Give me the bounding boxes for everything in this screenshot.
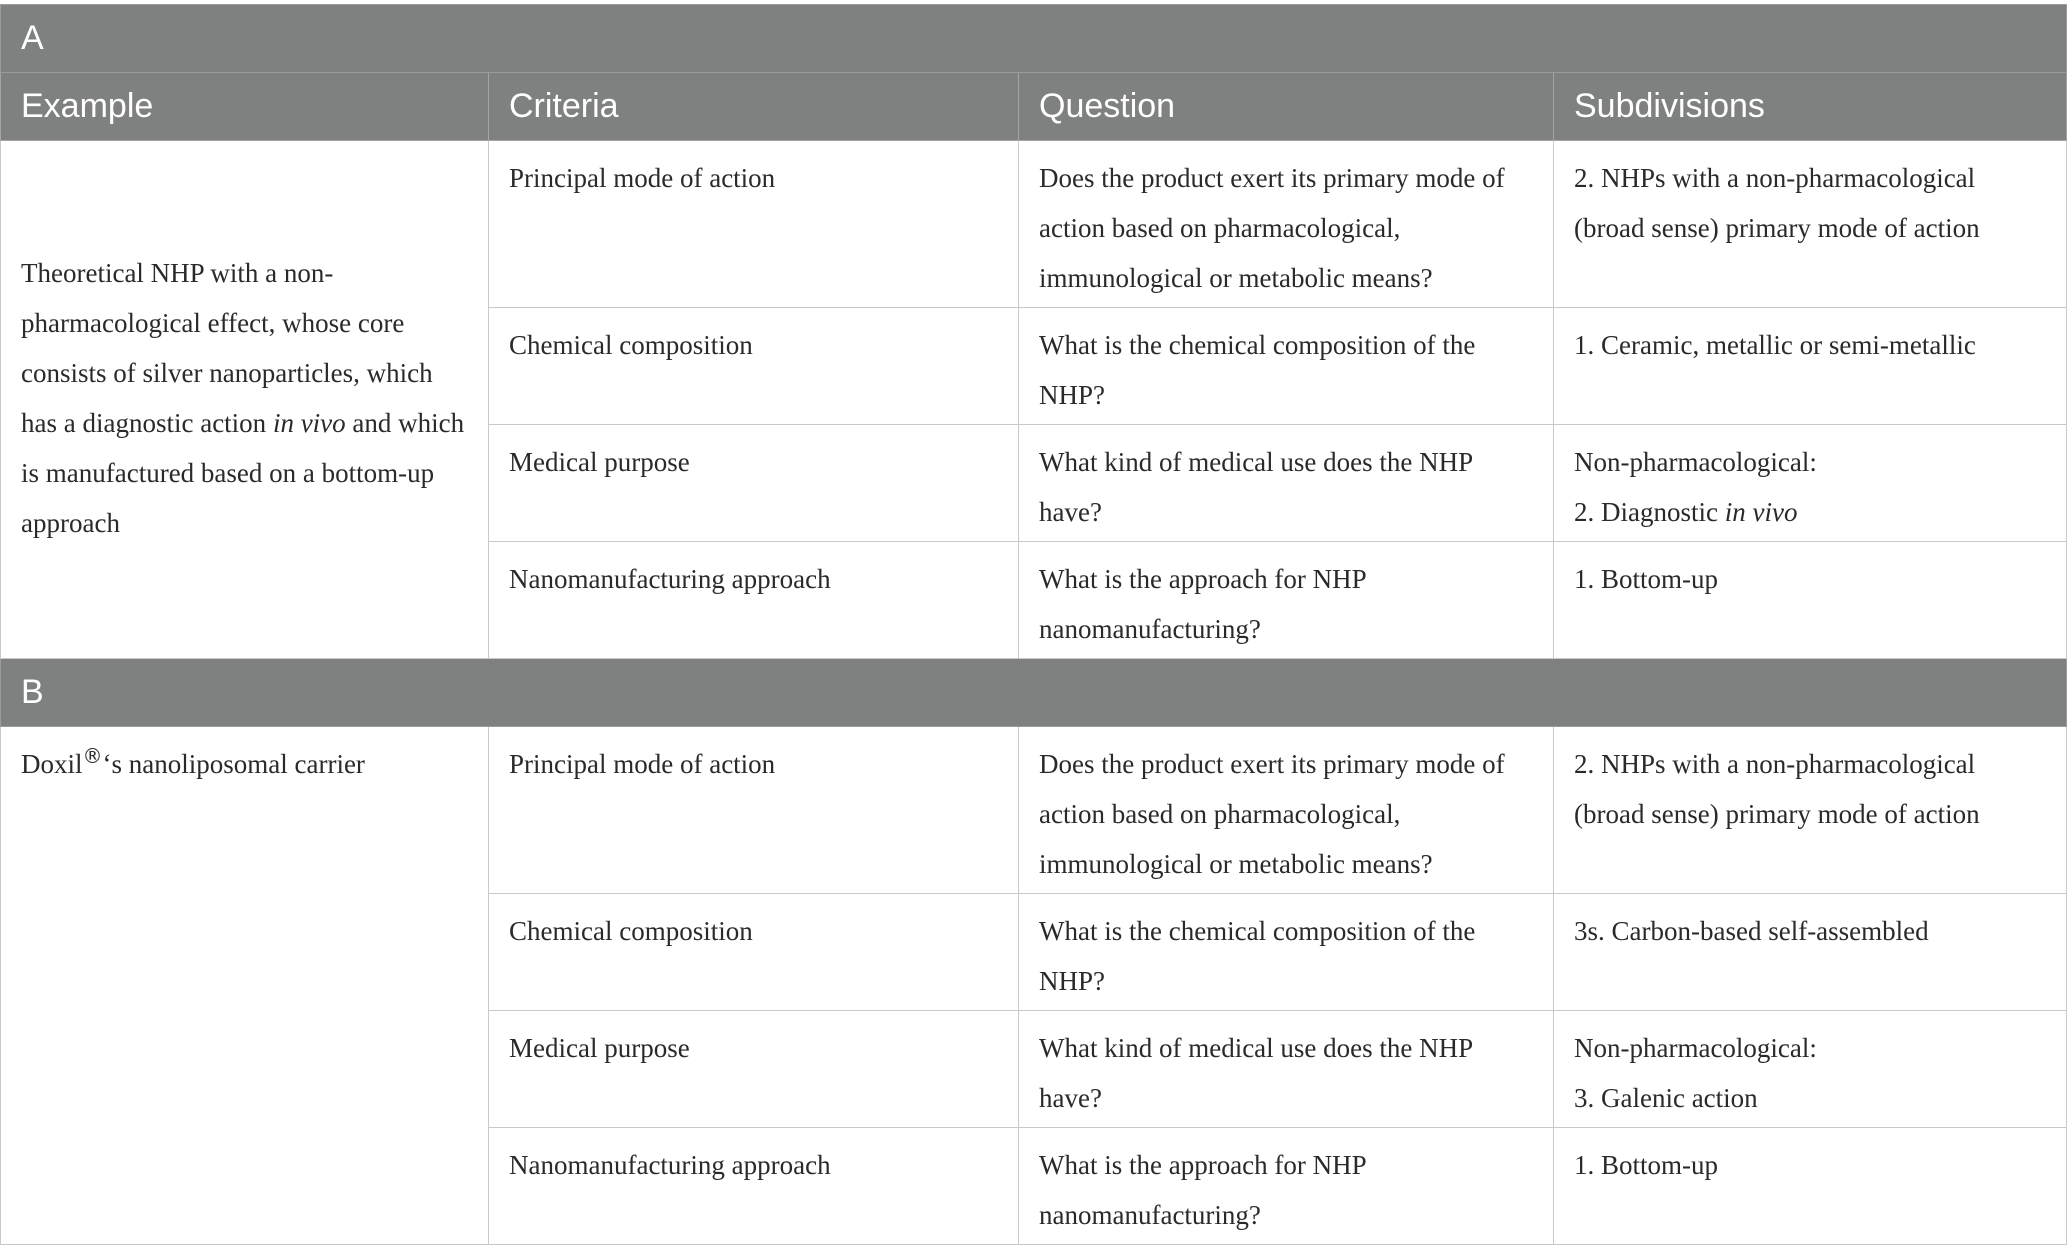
subdivision-cell: 1. Bottom-up (1554, 1128, 2067, 1245)
header-criteria: Criteria (489, 73, 1019, 141)
column-headers (1, 73, 2067, 141)
subdivision-cell: 1. Ceramic, metallic or semi-metallic (1554, 308, 2067, 425)
header-subdivisions: Subdivisions (1554, 73, 2067, 141)
subdivision-cell: 2. NHPs with a non-pharmacological (broad sense) primary mode of action (1554, 141, 2067, 308)
question-cell: Does the product exert its primary mode of action based on pharmacological, immunological or metabolic means? (1019, 727, 1554, 894)
criteria-cell: Chemical composition (489, 308, 1019, 425)
question-cell: What is the chemical composition of the NHP? (1019, 308, 1554, 425)
header-example: Example (1, 73, 489, 141)
criteria-cell: Medical purpose (489, 425, 1019, 542)
section-b-header (1, 659, 2067, 727)
header-question: Question (1019, 73, 1554, 141)
registered-mark: ® (82, 744, 103, 768)
section-b-label: B (1, 659, 2067, 727)
example-cell-a: Theoretical NHP with a non-pharmacological effect, whose core consists of silver nanoparticles, which has a diagnostic action in vivo and which is manufactured based on a bottom-up approach (1, 141, 489, 659)
example-cell-b: Doxil®‘s nanoliposomal carrier (1, 727, 489, 1245)
criteria-cell: Chemical composition (489, 894, 1019, 1011)
subdivision-cell: 1. Bottom-up (1554, 542, 2067, 659)
table-row (1, 727, 2067, 894)
question-cell: What kind of medical use does the NHP have? (1019, 425, 1554, 542)
subdivision-cell: 3s. Carbon-based self-assembled (1554, 894, 2067, 1011)
subdivision-cell: 2. NHPs with a non-pharmacological (broad sense) primary mode of action (1554, 727, 2067, 894)
subdivision-cell: Non-pharmacological: 2. Diagnostic in vivo (1554, 425, 2067, 542)
table-row (1, 141, 2067, 308)
section-a-label: A (1, 5, 2067, 73)
question-cell: What is the approach for NHP nanomanufacturing? (1019, 542, 1554, 659)
question-cell: What kind of medical use does the NHP have? (1019, 1011, 1554, 1128)
criteria-cell: Principal mode of action (489, 141, 1019, 308)
criteria-cell: Principal mode of action (489, 727, 1019, 894)
criteria-cell: Medical purpose (489, 1011, 1019, 1128)
section-a-header (1, 5, 2067, 73)
criteria-cell: Nanomanufacturing approach (489, 542, 1019, 659)
question-cell: What is the approach for NHP nanomanufacturing? (1019, 1128, 1554, 1245)
criteria-cell: Nanomanufacturing approach (489, 1128, 1019, 1245)
question-cell: Does the product exert its primary mode of action based on pharmacological, immunological or metabolic means? (1019, 141, 1554, 308)
classification-table (0, 4, 2067, 1245)
subdivision-cell: Non-pharmacological: 3. Galenic action (1554, 1011, 2067, 1128)
question-cell: What is the chemical composition of the NHP? (1019, 894, 1554, 1011)
